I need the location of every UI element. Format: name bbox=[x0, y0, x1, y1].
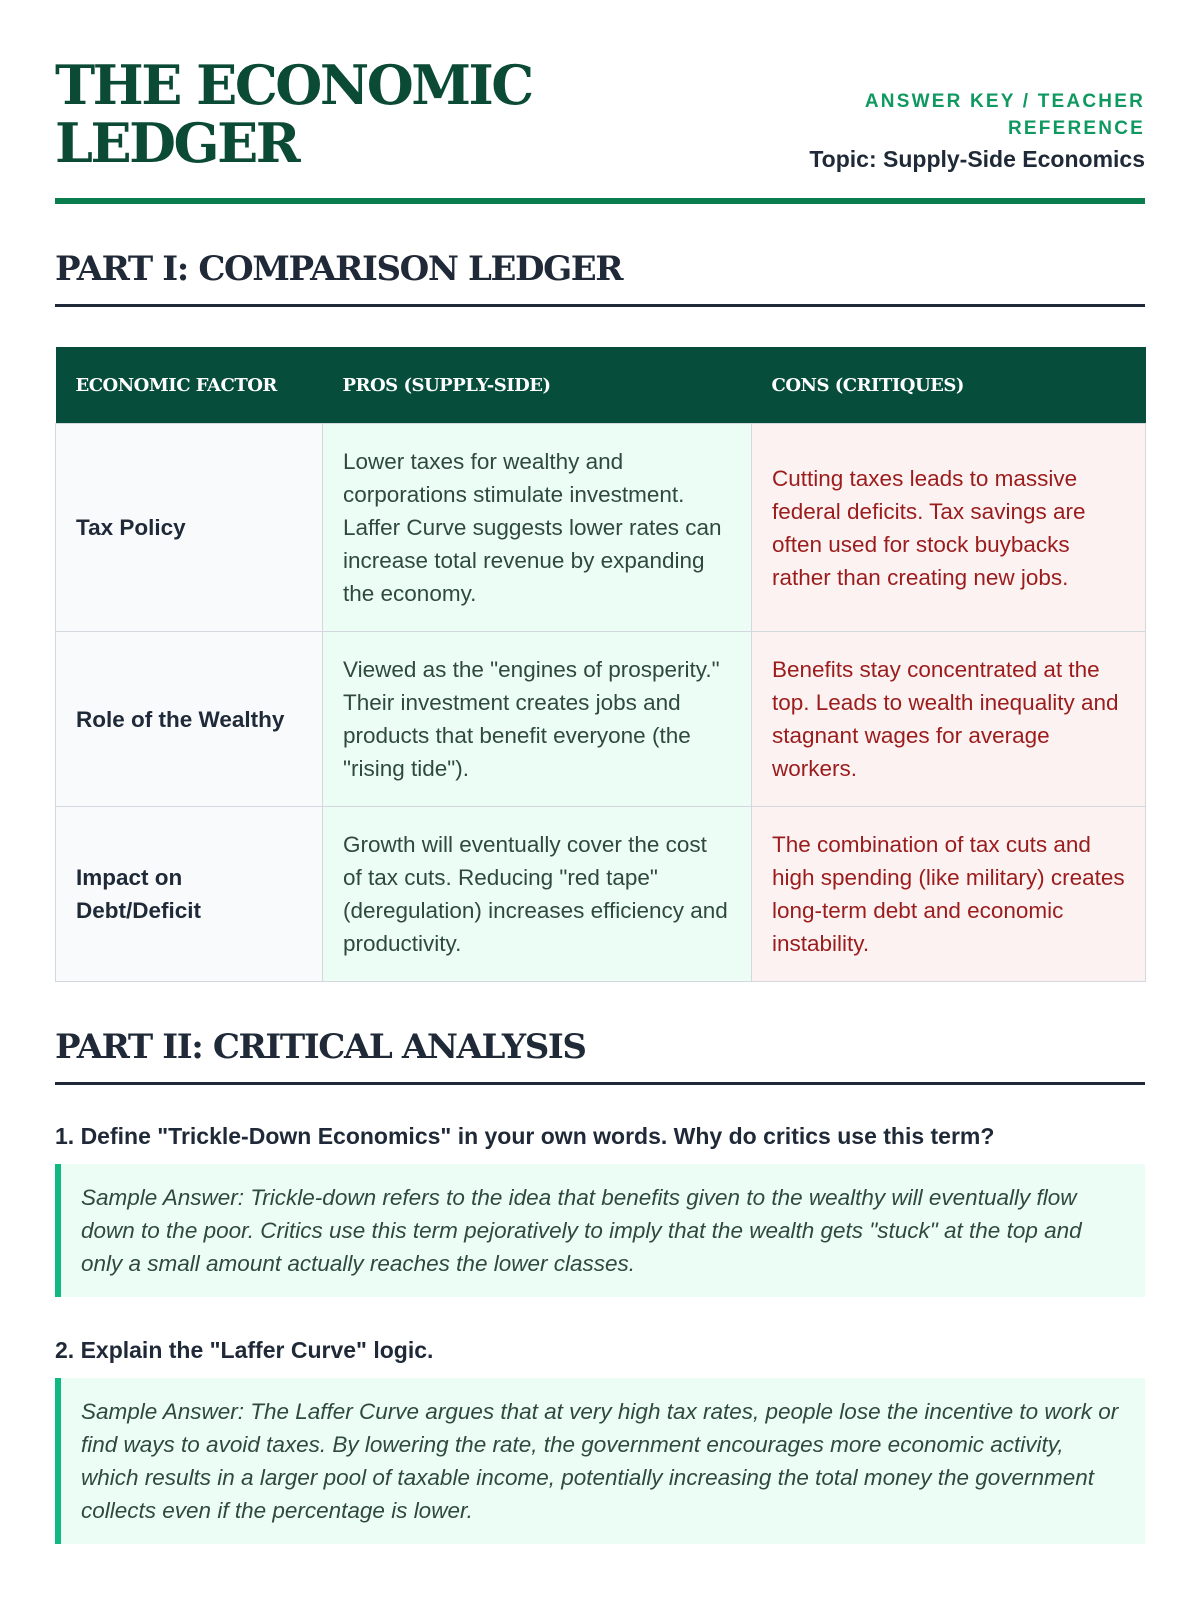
comparison-table bbox=[55, 347, 1146, 982]
question-2: 2. Explain the "Laffer Curve" logic. bbox=[55, 1337, 434, 1363]
table-row bbox=[56, 807, 1146, 982]
table-header-row bbox=[56, 347, 1146, 424]
cons-cell: The combination of tax cuts and high spending (like military) creates long-term debt and economic instability. bbox=[752, 807, 1146, 982]
part2-title: PART II: CRITICAL ANALYSIS bbox=[55, 982, 1145, 1085]
factor-cell: Impact on Debt/Deficit bbox=[56, 807, 323, 982]
pros-cell: Lower taxes for wealthy and corporations stimulate investment. Laffer Curve suggests lower rates can increase total revenue by expanding the economy. bbox=[323, 424, 752, 632]
answer-1: Sample Answer: Trickle-down refers to the idea that benefits given to the wealthy will eventually flow down to the poor. Critics use this term pejoratively to imply that the wealth gets "stuck" at the top and only a small amount actually reaches the lower classes. bbox=[55, 1164, 1145, 1297]
column-header-factor: ECONOMIC FACTOR bbox=[56, 347, 323, 424]
document-title: THE ECONOMIC LEDGER bbox=[55, 53, 532, 175]
factor-cell: Role of the Wealthy bbox=[56, 632, 323, 807]
header bbox=[55, 0, 1145, 204]
column-header-cons: CONS (CRITIQUES) bbox=[752, 347, 1146, 424]
table-row bbox=[56, 632, 1146, 807]
cons-cell: Benefits stay concentrated at the top. Leads to wealth inequality and stagnant wages for average workers. bbox=[752, 632, 1146, 807]
question-1: 1. Define "Trickle-Down Economics" in your own words. Why do critics use this term? bbox=[55, 1123, 995, 1149]
table-row bbox=[56, 424, 1146, 632]
answer-key-label: ANSWER KEY / TEACHER REFERENCE bbox=[864, 91, 1145, 139]
pros-cell: Growth will eventually cover the cost of tax cuts. Reducing "red tape" (deregulation) increases efficiency and productivity. bbox=[323, 807, 752, 982]
topic-label: Topic: Supply-Side Economics bbox=[809, 146, 1145, 172]
column-header-pros: PROS (SUPPLY-SIDE) bbox=[323, 347, 752, 424]
cons-cell: Cutting taxes leads to massive federal deficits. Tax savings are often used for stock buybacks rather than creating new jobs. bbox=[752, 424, 1146, 632]
pros-cell: Viewed as the "engines of prosperity." Their investment creates jobs and products that benefit everyone (the "rising tide"). bbox=[323, 632, 752, 807]
part1-title: PART I: COMPARISON LEDGER bbox=[55, 204, 1145, 307]
answer-2: Sample Answer: The Laffer Curve argues that at very high tax rates, people lose the incentive to work or find ways to avoid taxes. By lowering the rate, the government encourages more economic activity, which results in a larger pool of taxable income, potentially increasing the total money the government collects even if the percentage is lower. bbox=[55, 1378, 1145, 1544]
factor-cell: Tax Policy bbox=[56, 424, 323, 632]
header-meta bbox=[745, 88, 1145, 173]
